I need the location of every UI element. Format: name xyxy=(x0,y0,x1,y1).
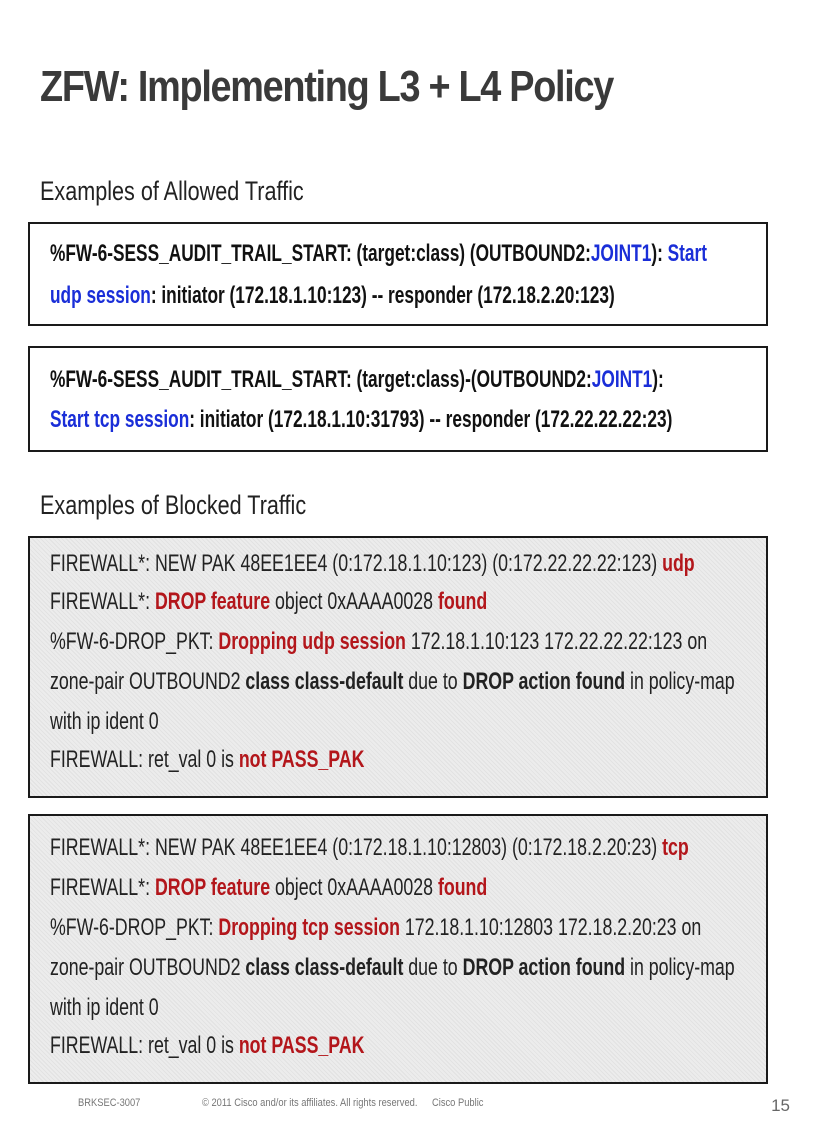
log-line: FIREWALL*: NEW PAK 48EE1EE4 (0:172.18.1.10:123) (0:172.22.22.22:123) udp xyxy=(50,550,695,577)
log-line: FIREWALL*: NEW PAK 48EE1EE4 (0:172.18.1.10:12803) (0:172.18.2.20:23) tcp xyxy=(50,834,689,861)
allowed-traffic-label: Examples of Allowed Traffic xyxy=(40,176,304,206)
allowed-example-tcp xyxy=(28,346,768,452)
log-line: FIREWALL: ret_val 0 is not PASS_PAK xyxy=(50,1032,365,1059)
copyright-notice: © 2011 Cisco and/or its affiliates. All rights reserved. xyxy=(202,1097,418,1109)
log-line: FIREWALL*: DROP feature object 0xAAAA0028 found xyxy=(50,588,488,615)
log-line: %FW-6-DROP_PKT: Dropping udp session 172.18.1.10:123 172.22.22.22:123 on xyxy=(50,628,708,655)
log-line: zone-pair OUTBOUND2 class class-default due to DROP action found in policy-map xyxy=(50,668,735,695)
classification-label: Cisco Public xyxy=(432,1097,484,1109)
log-line: zone-pair OUTBOUND2 class class-default due to DROP action found in policy-map xyxy=(50,954,735,981)
log-line: with ip ident 0 xyxy=(50,708,159,735)
log-line: with ip ident 0 xyxy=(50,994,159,1021)
log-line: udp session: initiator (172.18.1.10:123) -- responder (172.18.2.20:123) xyxy=(50,282,615,309)
log-line: FIREWALL: ret_val 0 is not PASS_PAK xyxy=(50,746,365,773)
log-line: %FW-6-DROP_PKT: Dropping tcp session 172.18.1.10:12803 172.18.2.20:23 on xyxy=(50,914,702,941)
slide-title: ZFW: Implementing L3 + L4 Policy xyxy=(40,62,614,111)
blocked-example-tcp xyxy=(28,814,768,1084)
blocked-traffic-label: Examples of Blocked Traffic xyxy=(40,490,307,520)
log-line: %FW-6-SESS_AUDIT_TRAIL_START: (target:class)-(OUTBOUND2:JOINT1): xyxy=(50,366,664,393)
session-code: BRKSEC-3007 xyxy=(78,1097,141,1109)
page-number: 15 xyxy=(771,1096,790,1115)
log-line: FIREWALL*: DROP feature object 0xAAAA0028 found xyxy=(50,874,488,901)
log-line: %FW-6-SESS_AUDIT_TRAIL_START: (target:class) (OUTBOUND2:JOINT1): Start xyxy=(50,240,708,267)
log-line: Start tcp session: initiator (172.18.1.10:31793) -- responder (172.22.22.22:23) xyxy=(50,406,673,433)
allowed-example-udp xyxy=(28,222,768,326)
blocked-example-udp xyxy=(28,536,768,798)
